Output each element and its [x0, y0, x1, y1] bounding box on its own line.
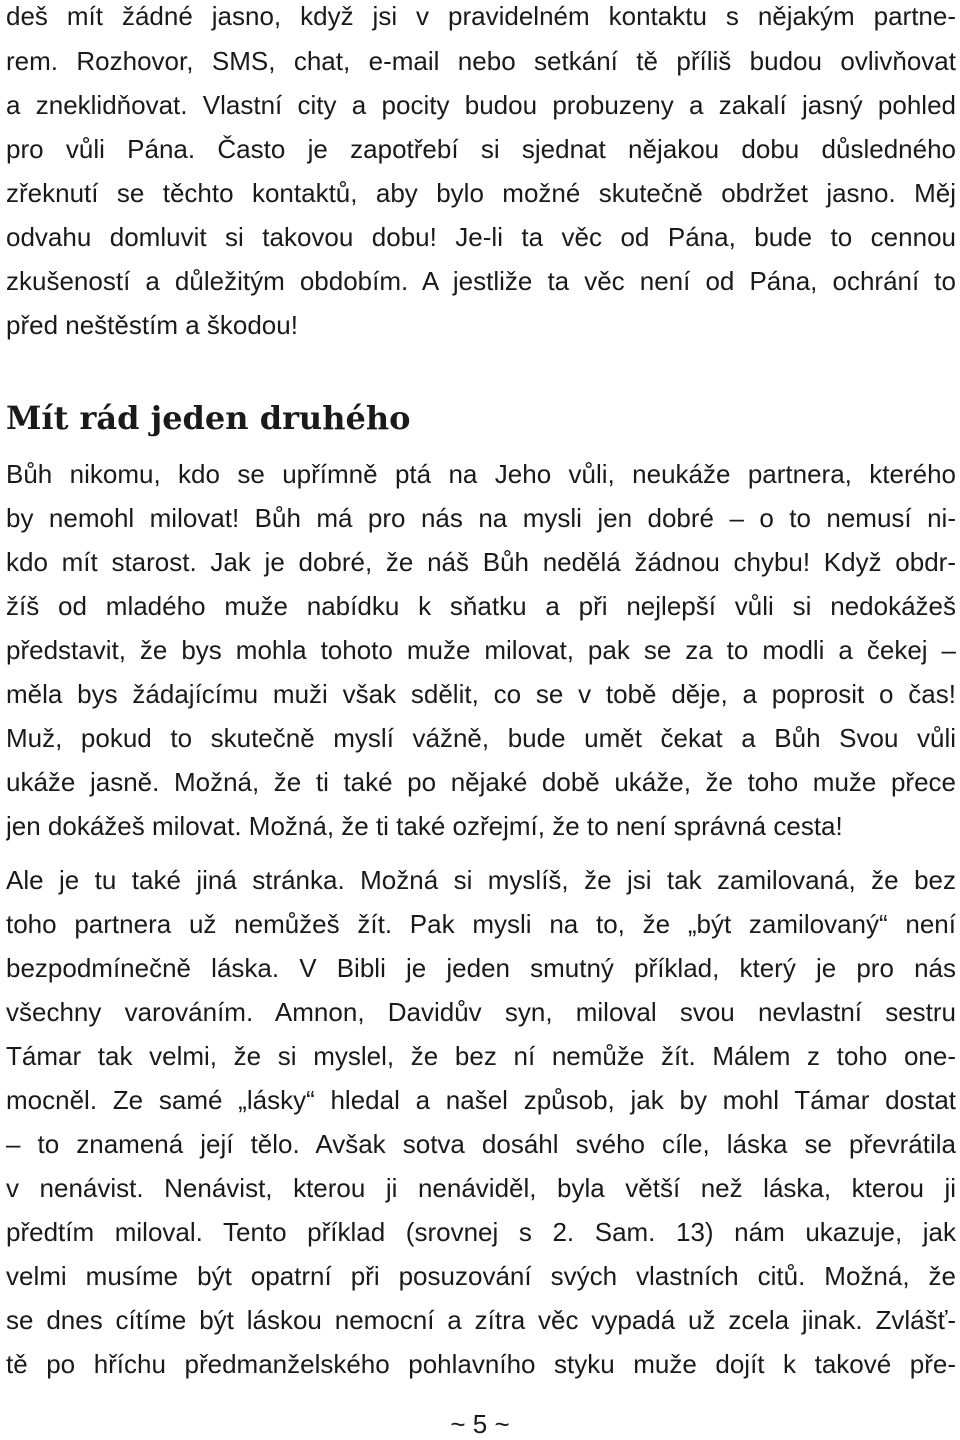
text-line: Ale je tu také jiná stránka. Možná si myslíš, že jsi tak zamilovaná, že bez	[6, 865, 956, 895]
text-line: a zneklidňovat. Vlastní city a pocity budou probuzeny a zakalí jasný pohled	[6, 90, 956, 120]
text-line: se dnes cítíme být láskou nemocní a zítra věc vypadá už zcela jinak. Zvlášť-	[6, 1305, 956, 1335]
text-line: pro vůli Pána. Často je zapotřebí si sjednat nějakou dobu důsledného	[6, 134, 956, 164]
text-line: kdo mít starost. Jak je dobré, že náš Bůh nedělá žádnou chybu! Když obdr-	[6, 547, 956, 577]
text-line: zkušeností a důležitým obdobím. A jestliže ta věc není od Pána, ochrání to	[6, 266, 956, 296]
text-line: Muž, pokud to skutečně myslí vážně, bude umět čekat a Bůh Svou vůli	[6, 723, 956, 753]
section-heading: Mít rád jeden druhého	[6, 399, 411, 437]
text-line: měla bys žádajícímu muži však sdělit, co se v tobě děje, a poprosit o čas!	[6, 679, 956, 709]
text-line: Támar tak velmi, že si myslel, že bez ní nemůže žít. Málem z toho one-	[6, 1041, 956, 1071]
text-line: před neštěstím a škodou!	[6, 310, 298, 340]
text-line: zřeknutí se těchto kontaktů, aby bylo možné skutečně obdržet jasno. Měj	[6, 178, 956, 208]
text-line: toho partnera už nemůžeš žít. Pak mysli na to, že „být zamilovaný“ není	[6, 909, 956, 939]
text-line: bezpodmínečně láska. V Bibli je jeden smutný příklad, který je pro nás	[6, 953, 956, 983]
text-line: jen dokážeš milovat. Možná, že ti také ozřejmí, že to není správná cesta!	[6, 811, 843, 841]
text-line: – to znamená její tělo. Avšak sotva dosáhl svého cíle, láska se převrátila	[6, 1129, 956, 1159]
text-line: odvahu domluvit si takovou dobu! Je-li ta věc od Pána, bude to cennou	[6, 222, 956, 252]
text-line: rem. Rozhovor, SMS, chat, e-mail nebo setkání tě příliš budou ovlivňovat	[6, 46, 956, 76]
text-line: tě po hříchu předmanželského pohlavního styku muže dojít k takové pře-	[6, 1349, 956, 1379]
text-line: předtím miloval. Tento příklad (srovnej s 2. Sam. 13) nám ukazuje, jak	[6, 1217, 956, 1247]
page-number: ~ 5 ~	[450, 1409, 510, 1439]
text-line: v nenávist. Nenávist, kterou ji nenáviděl, byla větší než láska, kterou ji	[6, 1173, 956, 1203]
text-line: mocněl. Ze samé „lásky“ hledal a našel způsob, jak by mohl Támar dostat	[6, 1085, 956, 1115]
text-line: žíš od mladého muže nabídku k sňatku a při nejlepší vůli si nedokážeš	[6, 591, 956, 621]
text-line: všechny varováním. Amnon, Davidův syn, miloval svou nevlastní sestru	[6, 997, 956, 1027]
text-line: velmi musíme být opatrní při posuzování svých vlastních citů. Možná, že	[6, 1261, 956, 1291]
text-line: Bůh nikomu, kdo se upřímně ptá na Jeho vůli, neukáže partnera, kterého	[6, 459, 956, 489]
text-line: představit, že bys mohla tohoto muže milovat, pak se za to modli a čekej –	[6, 635, 956, 665]
text-line: by nemohl milovat! Bůh má pro nás na mysli jen dobré – o to nemusí ni-	[6, 503, 956, 533]
text-line: ukáže jasně. Možná, že ti také po nějaké době ukáže, že toho muže přece	[6, 767, 956, 797]
text-line: deš mít žádné jasno, když jsi v pravidelném kontaktu s nějakým partne-	[6, 1, 956, 31]
